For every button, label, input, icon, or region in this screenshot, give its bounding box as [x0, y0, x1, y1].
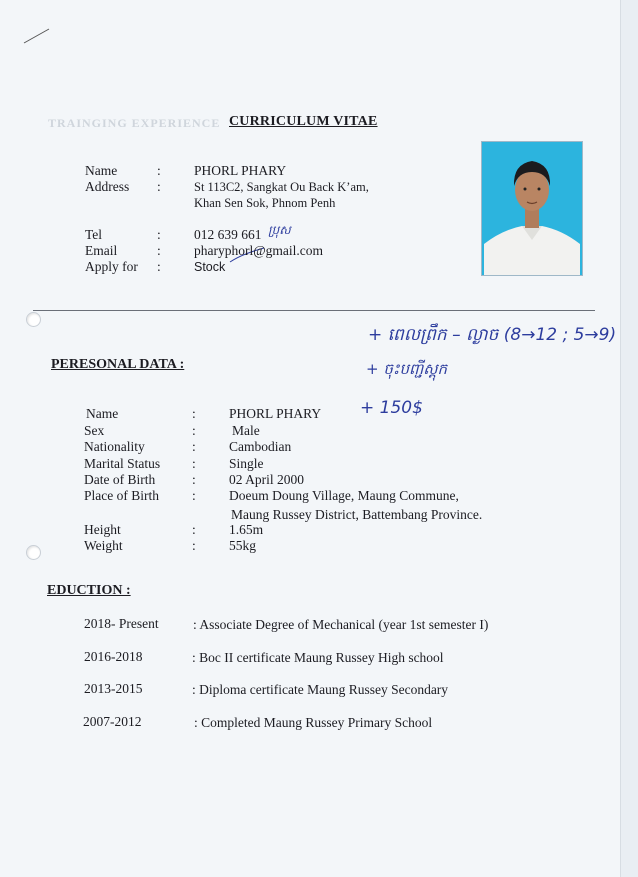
divider-line [33, 310, 595, 311]
apply-colon: : [157, 259, 161, 274]
education-years: 2016-2018 [84, 649, 143, 664]
personal-data-heading: PERESONAL DATA : [51, 357, 185, 372]
personal-colon: : [192, 439, 196, 454]
pen-mark [22, 26, 52, 46]
apply-label: Apply for [85, 259, 138, 274]
personal-value: 1.65m [229, 522, 264, 537]
education-detail: : Associate Degree of Mechanical (year 1st semester I) [193, 617, 489, 632]
address-colon: : [157, 179, 161, 194]
personal-value: 55kg [229, 538, 256, 553]
education-detail: : Boc II certificate Maung Russey High school [192, 650, 444, 665]
education-years: 2007-2012 [83, 714, 142, 729]
education-years: 2018- Present [84, 616, 159, 631]
profile-photo [481, 141, 583, 276]
tel-colon: : [157, 227, 161, 242]
education-detail: : Completed Maung Russey Primary School [194, 715, 433, 730]
personal-value: Single [229, 456, 264, 471]
personal-value: Cambodian [229, 439, 292, 454]
apply-value: Stock [194, 260, 226, 274]
personal-colon: : [192, 456, 196, 471]
address-line-2: Khan Sen Sok, Phnom Penh [194, 196, 336, 210]
personal-value-continued: Maung Russey District, Battembang Province. [231, 507, 483, 522]
email-value: pharyphorl@gmail.com [194, 243, 324, 258]
personal-colon: : [192, 488, 196, 503]
personal-value: 02 April 2000 [229, 472, 305, 487]
personal-colon: : [192, 522, 196, 537]
personal-label: Height [84, 522, 121, 537]
personal-value: PHORL PHARY [229, 406, 322, 421]
personal-value: Male [232, 423, 260, 438]
name-colon: : [157, 163, 161, 178]
personal-colon: : [192, 423, 196, 438]
name-label: Name [85, 163, 118, 178]
personal-colon: : [192, 406, 196, 421]
personal-label: Name [86, 406, 119, 421]
tel-handwritten-note: ប្រុស [268, 223, 291, 237]
handwritten-note-1: + ពេលព្រឹក – ល្ងាច (8→12 ; 5→9) [368, 325, 617, 345]
bleed-through-heading: TRAINGING EXPERIENCE [48, 116, 221, 130]
tel-value: 012 639 661 [194, 227, 262, 242]
personal-value: Doeum Doung Village, Maung Commune, [229, 488, 459, 503]
education-heading: EDUCTION : [47, 583, 131, 598]
page-title: CURRICULUM VITAE [229, 114, 378, 129]
punch-hole-bottom [26, 545, 41, 560]
personal-label: Sex [84, 423, 105, 438]
address-line-1: St 113C2, Sangkat Ou Back K’am, [194, 180, 369, 194]
handwritten-note-2: + ចុះបញ្ជីស្តុក [366, 360, 448, 378]
tel-label: Tel [85, 227, 103, 242]
personal-label: Place of Birth [84, 488, 159, 503]
personal-label: Date of Birth [84, 472, 156, 487]
address-label: Address [85, 179, 130, 194]
handwritten-note-3: + 150$ [360, 398, 423, 418]
education-detail: : Diploma certificate Maung Russey Secondary [192, 682, 449, 697]
education-years: 2013-2015 [84, 681, 143, 696]
personal-label: Weight [84, 538, 123, 553]
email-label: Email [85, 243, 118, 258]
personal-label: Marital Status [84, 456, 161, 471]
name-value: PHORL PHARY [194, 163, 287, 178]
personal-colon: : [192, 472, 196, 487]
personal-label: Nationality [84, 439, 145, 454]
email-colon: : [157, 243, 161, 258]
punch-hole-top [26, 312, 41, 327]
personal-colon: : [192, 538, 196, 553]
